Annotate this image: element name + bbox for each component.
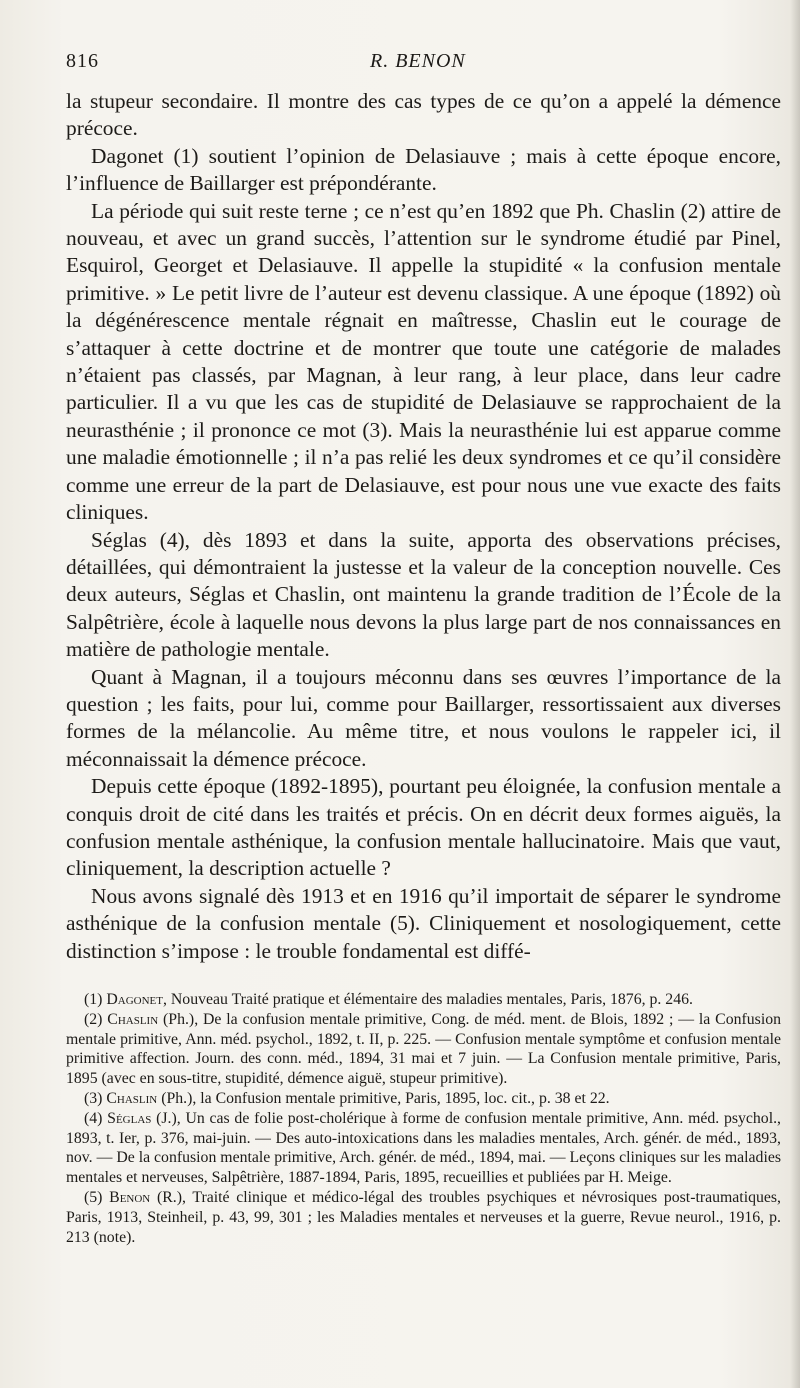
footnote xyxy=(66,990,781,1010)
footnote-author: Séglas xyxy=(107,1109,152,1127)
footnote-text: (J.), Un cas de folie post-cholérique à forme de confusion mentale primitive, Ann. méd. psychol., 1893, t. Ier, p. 376, mai-juin. — Des auto-intoxications dans les maladies mentales, Arch. génér. de méd., 1893, nov. — De la confusion mentale primitive, Arch. génér. de méd., 1894, mai. — Leçons cliniques sur les maladies mentales et nerveuses, Salpêtrière, 1887-1894, Paris, 1895, recueillies et publiées par H. Meige. xyxy=(66,1109,781,1187)
footnote xyxy=(66,1010,781,1089)
page-number: 816 xyxy=(66,50,99,72)
paragraph: Séglas (4), dès 1893 et dans la suite, apporta des observations précises, détaillées, qui démontraient la justesse et la valeur de la conception nouvelle. Ces deux auteurs, Séglas et Chaslin, ont maintenu la grande tradition de l’École de la Salpêtrière, école à laquelle nous devons la plus large part de nos connaissances en matière de pathologie mentale. xyxy=(66,527,781,662)
footnote-label: (3) xyxy=(84,1089,103,1107)
paragraph: la stupeur secondaire. Il montre des cas types de ce qu’on a appelé la démence précoce. xyxy=(66,89,781,141)
paragraph: Dagonet (1) soutient l’opinion de Delasiauve ; mais à cette époque encore, l’influence de Baillarger est prépondérante. xyxy=(66,143,781,196)
footnote-author: Dagonet, xyxy=(106,991,167,1008)
footnotes xyxy=(66,990,781,1247)
footnote-text: (Ph.), De la confusion mentale primitive, Cong. de méd. ment. de Blois, 1892 ; — la Confusion mentale primitive, Ann. méd. psychol., 1892, t. II, p. 225. — Confusion mentale symptôme et confusion mentale primitive affection. Journ. des conn. méd., 1894, 31 mai et 7 juin. — La Confusion mentale primitive, Paris, 1895 (avec en sous-titre, stupidité, démence aiguë, stupeur primitive). xyxy=(66,1010,782,1088)
footnote-author: Benon xyxy=(109,1188,151,1206)
footnote xyxy=(66,1089,781,1109)
main-text xyxy=(66,88,781,965)
page-edge-shadow xyxy=(790,0,800,1388)
paragraph: Depuis cette époque (1892-1895), pourtant peu éloignée, la confusion mentale a conquis droit de cité dans les traités et précis. On en décrit deux formes aiguës, la confusion mentale asthénique, la confusion mentale hallucinatoire. Mais que vaut, cliniquement, la description actuelle ? xyxy=(66,774,781,881)
footnote-label: (1) xyxy=(84,991,103,1008)
footnote xyxy=(66,1109,781,1188)
footnote-author: Chaslin xyxy=(106,1089,158,1107)
footnote-text: Nouveau Traité pratique et élémentaire des maladies mentales, Paris, 1876, p. 246. xyxy=(166,991,693,1008)
footnote-label: (4) xyxy=(84,1109,103,1127)
paragraph: La période qui suit reste terne ; ce n’est qu’en 1892 que Ph. Chaslin (2) attire de nouveau, et avec un grand succès, l’attention sur le syndrome étudié par Pinel, Esquirol, Georget et Delasiauve. Il appelle la stupidité « la confusion mentale primitive. » Le petit livre de l’auteur est devenu classique. A une époque (1892) où la dégénérescence mentale régnait en maîtresse, Chaslin eut le courage de s’attaquer à cette doctrine et de montrer que toute une catégorie de malades n’étaient pas classés, par Magnan, à leur rang, à leur place, dans leur cadre particulier. Il a vu que les cas de stupidité de Delasiauve se rapprochaient de la neurasthénie ; il prononce ce mot (3). Mais la neurasthénie lui est apparue comme une maladie émotionnelle ; il n’a pas relié les deux syndromes et ce qu’il considère comme une erreur de la part de Delasiauve, est pour nous une vue exacte des faits cliniques. xyxy=(66,198,781,525)
footnote-text: (R.), Traité clinique et médico-légal des troubles psychiques et névrosiques post-traumatiques, Paris, 1913, Steinheil, p. 43, 99, 301 ; les Maladies mentales et nerveuses et la guerre, Revue neurol., 1916, p. 213 (note). xyxy=(66,1188,781,1246)
footnote-label: (5) xyxy=(84,1188,103,1206)
footnote-label: (2) xyxy=(84,1010,103,1028)
paragraph: Quant à Magnan, il a toujours méconnu dans ses œuvres l’importance de la question ; les faits, pour lui, comme pour Baillarger, ressortissaient aux diverses formes de la mélancolie. Au même titre, et nous voulons le rappeler ici, il méconnaissait la démence précoce. xyxy=(66,664,781,771)
footnote xyxy=(66,1188,781,1247)
paragraph: Nous avons signalé dès 1913 et en 1916 qu’il importait de séparer le syndrome asthénique de la confusion mentale (5). Cliniquement et nosologiquement, cette distinction s’impose : le trouble fondamental est diffé- xyxy=(66,883,781,963)
running-head: R. BENON xyxy=(370,50,466,72)
footnote-author: Chaslin xyxy=(107,1010,159,1028)
page-header xyxy=(66,50,782,80)
footnote-text: (Ph.), la Confusion mentale primitive, Paris, 1895, loc. cit., p. 38 et 22. xyxy=(157,1089,610,1107)
